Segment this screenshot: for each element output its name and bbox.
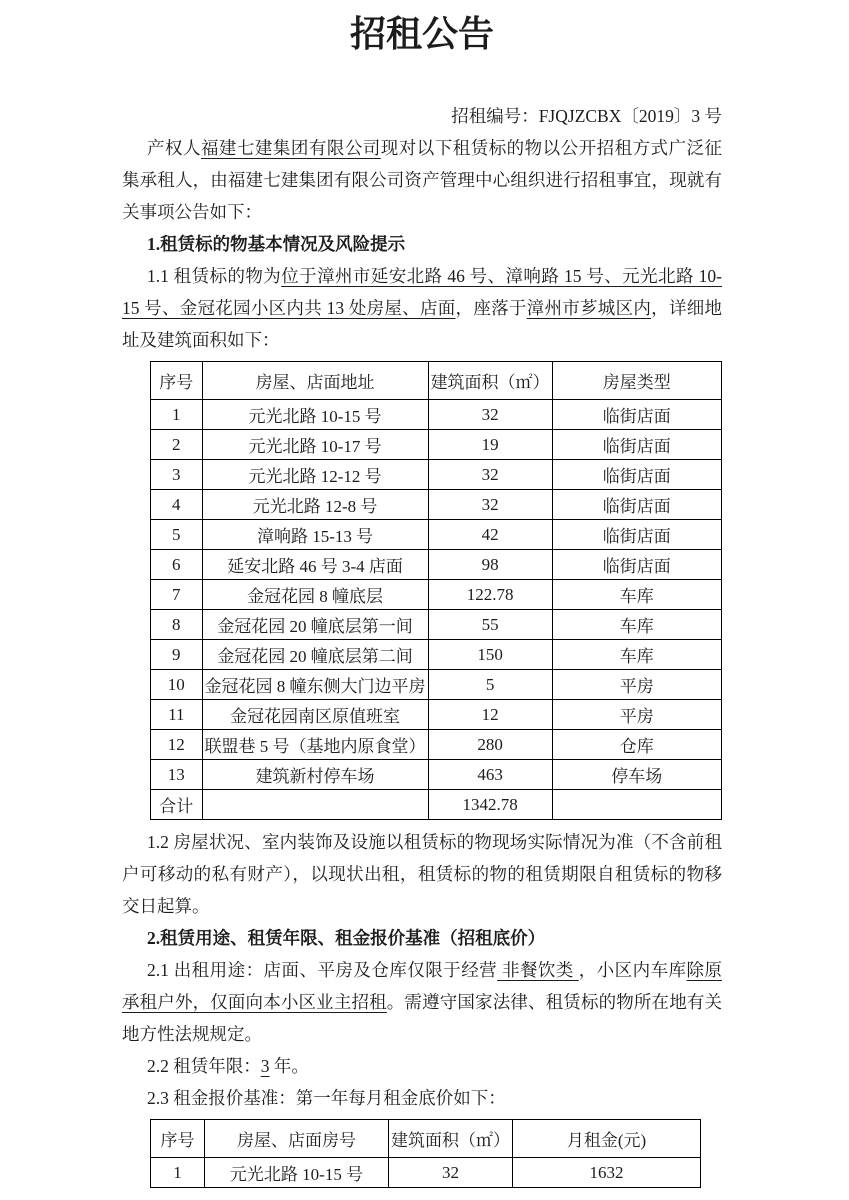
table-header-cell: 序号 — [151, 362, 203, 400]
text-run: ，座落于 — [455, 298, 527, 318]
table-cell: 1342.78 — [428, 790, 552, 820]
table-cell: 5 — [428, 670, 552, 700]
table-header-row — [151, 362, 722, 400]
table-cell: 98 — [428, 550, 552, 580]
rent-price-table — [150, 1119, 701, 1188]
table-cell: 7 — [151, 580, 203, 610]
section1-heading: 1.租赁标的物基本情况及风险提示 — [147, 234, 406, 254]
table-header-row — [151, 1120, 701, 1158]
table-cell: 13 — [151, 760, 203, 790]
table-header-cell: 房屋、店面房号 — [205, 1120, 389, 1158]
table-cell: 金冠花园南区原值班室 — [202, 700, 428, 730]
table-cell: 延安北路 46 号 3-4 店面 — [202, 550, 428, 580]
text-run: 现对以下租赁标的物以公开招租方式广泛征集承租人，由福建七建集团有限公司资产管理中心组织进行招租事宜，现就有关事项公告如下： — [122, 138, 723, 222]
table-cell: 11 — [151, 700, 203, 730]
table-cell: 临街店面 — [552, 520, 721, 550]
table-cell: 元光北路 12-8 号 — [202, 490, 428, 520]
table-header-cell: 建筑面积（㎡） — [389, 1120, 513, 1158]
table-cell: 1 — [151, 1158, 205, 1188]
table-header-cell: 序号 — [151, 1120, 205, 1158]
text-run: 产权人 — [147, 138, 201, 158]
table-cell: 合计 — [151, 790, 203, 820]
table-header-cell: 房屋类型 — [552, 362, 721, 400]
table-cell: 元光北路 12-12 号 — [202, 460, 428, 490]
table-cell — [552, 790, 721, 820]
table-cell: 9 — [151, 640, 203, 670]
table-cell: 463 — [428, 760, 552, 790]
table-row — [151, 430, 722, 460]
para-2-2 — [122, 1050, 722, 1082]
table-cell: 临街店面 — [552, 490, 721, 520]
section2-heading: 2.租赁用途、租赁年限、租金报价基准（招租底价） — [147, 928, 546, 948]
underlined-text: 3 — [260, 1056, 270, 1076]
property-table-body — [151, 400, 722, 820]
table-row — [151, 490, 722, 520]
table-row — [151, 610, 722, 640]
table-header-cell: 房屋、店面地址 — [202, 362, 428, 400]
para-1-2 — [122, 826, 722, 922]
ref-number: 招租编号：FJQJZCBX〔2019〕3 号 — [451, 106, 722, 126]
table-cell: 平房 — [552, 670, 721, 700]
table-row — [151, 760, 722, 790]
table-cell: 19 — [428, 430, 552, 460]
table-cell: 金冠花园 20 幢底层第一间 — [202, 610, 428, 640]
table-row — [151, 520, 722, 550]
para-2-3 — [122, 1082, 722, 1114]
table-cell: 4 — [151, 490, 203, 520]
text-run: 2.2 租赁年限： — [147, 1056, 261, 1076]
underlined-text: 漳州市芗城区内 — [526, 298, 652, 318]
table-cell: 55 — [428, 610, 552, 640]
table-row — [151, 1158, 701, 1188]
underlined-text: 除原承租户外，仅面向本小区业主招租 — [122, 960, 722, 1012]
table-cell — [202, 790, 428, 820]
table-row — [151, 460, 722, 490]
table-row — [151, 790, 722, 820]
table-cell: 150 — [428, 640, 552, 670]
table-cell: 仓库 — [552, 730, 721, 760]
table-cell: 32 — [428, 400, 552, 430]
table-cell: 金冠花园 8 幢东侧大门边平房 — [202, 670, 428, 700]
table-cell: 280 — [428, 730, 552, 760]
text-run: 2.3 租金报价基准：第一年每月租金底价如下： — [147, 1088, 506, 1108]
text-run: 。需遵守国家法律、租赁标的物所在地有关地方性法规规定。 — [122, 992, 723, 1044]
table-row — [151, 640, 722, 670]
underlined-text: 福建七建集团有限公司 — [200, 138, 381, 158]
table-cell: 停车场 — [552, 760, 721, 790]
text-run: 年。 — [269, 1056, 309, 1076]
table-cell: 32 — [389, 1158, 513, 1188]
text-run: 1.1 租赁标的物为 — [147, 266, 282, 286]
rent-table-head — [151, 1120, 701, 1158]
text-run: ，小区内车库 — [578, 960, 687, 980]
para-1-1 — [122, 260, 722, 356]
table-cell: 临街店面 — [552, 430, 721, 460]
table-cell: 元光北路 10-15 号 — [202, 400, 428, 430]
underlined-text: 位于漳州市延安北路 46 号、漳响路 15 号、元光北路 10-15 号、金冠花园小区内共 13 处房屋、店面 — [122, 266, 723, 318]
table-cell: 金冠花园 20 幢底层第二间 — [202, 640, 428, 670]
property-table-head — [151, 362, 722, 400]
table-cell: 6 — [151, 550, 203, 580]
table-cell: 金冠花园 8 幢底层 — [202, 580, 428, 610]
table-cell: 车库 — [552, 610, 721, 640]
text-run: 2.1 出租用途：店面、平房及仓库仅限于经营 — [147, 960, 498, 980]
table-cell: 12 — [428, 700, 552, 730]
table-cell: 临街店面 — [552, 550, 721, 580]
text-run: 1.2 房屋状况、室内装饰及设施以租赁标的物现场实际情况为准（不含前租户可移动的私有财产），以现状出租，租赁标的物的租赁期限自租赁标的物移交日起算。 — [122, 832, 722, 916]
table-cell: 元光北路 10-17 号 — [202, 430, 428, 460]
rent-table-body — [151, 1158, 701, 1188]
table-cell: 1632 — [513, 1158, 701, 1188]
table-row — [151, 670, 722, 700]
text-run: ，详细地址及建筑面积如下： — [122, 298, 723, 350]
para-2-1 — [122, 954, 722, 1050]
table-cell: 临街店面 — [552, 400, 721, 430]
table-cell: 1 — [151, 400, 203, 430]
underlined-text: 非餐饮类 — [497, 960, 579, 980]
table-cell: 10 — [151, 670, 203, 700]
table-row — [151, 580, 722, 610]
property-list-table — [150, 361, 722, 820]
table-cell: 122.78 — [428, 580, 552, 610]
table-cell: 42 — [428, 520, 552, 550]
table-row — [151, 730, 722, 760]
table-cell: 建筑新村停车场 — [202, 760, 428, 790]
table-cell: 8 — [151, 610, 203, 640]
table-row — [151, 400, 722, 430]
page-title: 招租公告 — [349, 14, 494, 54]
table-cell: 联盟巷 5 号（基地内原食堂） — [202, 730, 428, 760]
table-cell: 车库 — [552, 640, 721, 670]
table-cell: 5 — [151, 520, 203, 550]
table-cell: 32 — [428, 460, 552, 490]
table-row — [151, 550, 722, 580]
table-cell: 元光北路 10-15 号 — [205, 1158, 389, 1188]
table-cell: 平房 — [552, 700, 721, 730]
table-cell: 32 — [428, 490, 552, 520]
intro-paragraph — [122, 132, 722, 228]
table-cell: 车库 — [552, 580, 721, 610]
table-row — [151, 700, 722, 730]
table-cell: 2 — [151, 430, 203, 460]
table-cell: 3 — [151, 460, 203, 490]
table-header-cell: 建筑面积（㎡） — [428, 362, 552, 400]
table-cell: 漳响路 15-13 号 — [202, 520, 428, 550]
table-cell: 临街店面 — [552, 460, 721, 490]
table-header-cell: 月租金(元) — [513, 1120, 701, 1158]
table-cell: 12 — [151, 730, 203, 760]
